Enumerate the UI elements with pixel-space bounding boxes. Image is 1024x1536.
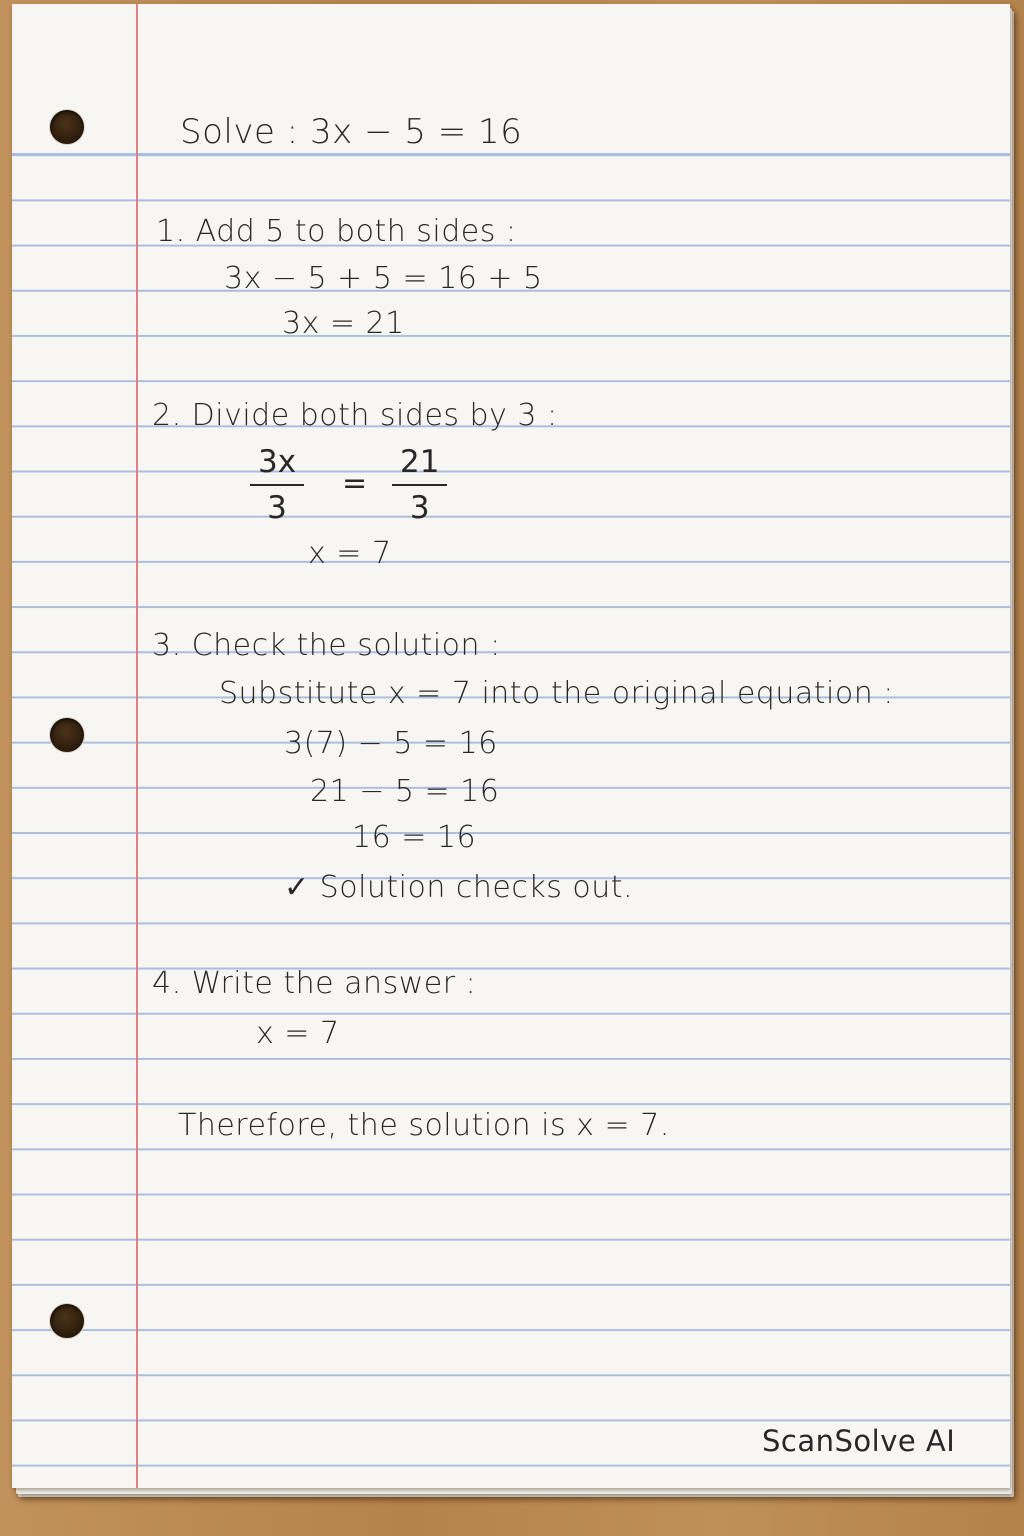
fraction-left-numerator: 3x — [250, 444, 304, 486]
notebook-page — [12, 4, 1010, 1488]
brand-label: ScanSolve AI — [762, 1424, 956, 1458]
punch-hole-middle — [50, 718, 84, 752]
fraction-left-denominator: 3 — [267, 490, 287, 526]
punch-hole-bottom — [50, 1304, 84, 1338]
step-3-heading: 3. Check the solution : — [152, 628, 501, 663]
step-3-line-4: 16 = 16 — [352, 820, 477, 855]
conclusion-text: Therefore, the solution is x = 7. — [178, 1108, 670, 1143]
fraction-right — [392, 444, 447, 528]
margin-line — [136, 4, 138, 1488]
fraction-right-denominator: 3 — [409, 490, 430, 526]
step-3-check-line: ✓ Solution checks out. — [284, 870, 634, 905]
fraction-equals: = — [342, 466, 368, 501]
step-2-heading: 2. Divide both sides by 3 : — [152, 398, 558, 433]
fraction-right-numerator: 21 — [392, 444, 447, 486]
problem-statement: Solve : 3x − 5 = 16 — [180, 112, 523, 152]
step-4-heading: 4. Write the answer : — [152, 966, 477, 1001]
step-3-line-2: 3(7) − 5 = 16 — [284, 726, 498, 761]
fraction-left — [250, 444, 304, 528]
step-1-heading: 1. Add 5 to both sides : — [156, 214, 517, 249]
step-4-answer: x = 7 — [256, 1016, 340, 1051]
step-2-result: x = 7 — [308, 536, 392, 571]
punch-hole-top — [50, 110, 84, 144]
step-1-line-1: 3x − 5 + 5 = 16 + 5 — [224, 261, 543, 296]
step-3-line-3: 21 − 5 = 16 — [310, 774, 500, 809]
step-3-substitute-line: Substitute x = 7 into the original equation : — [219, 676, 894, 711]
step-1-line-2: 3x = 21 — [282, 306, 405, 341]
